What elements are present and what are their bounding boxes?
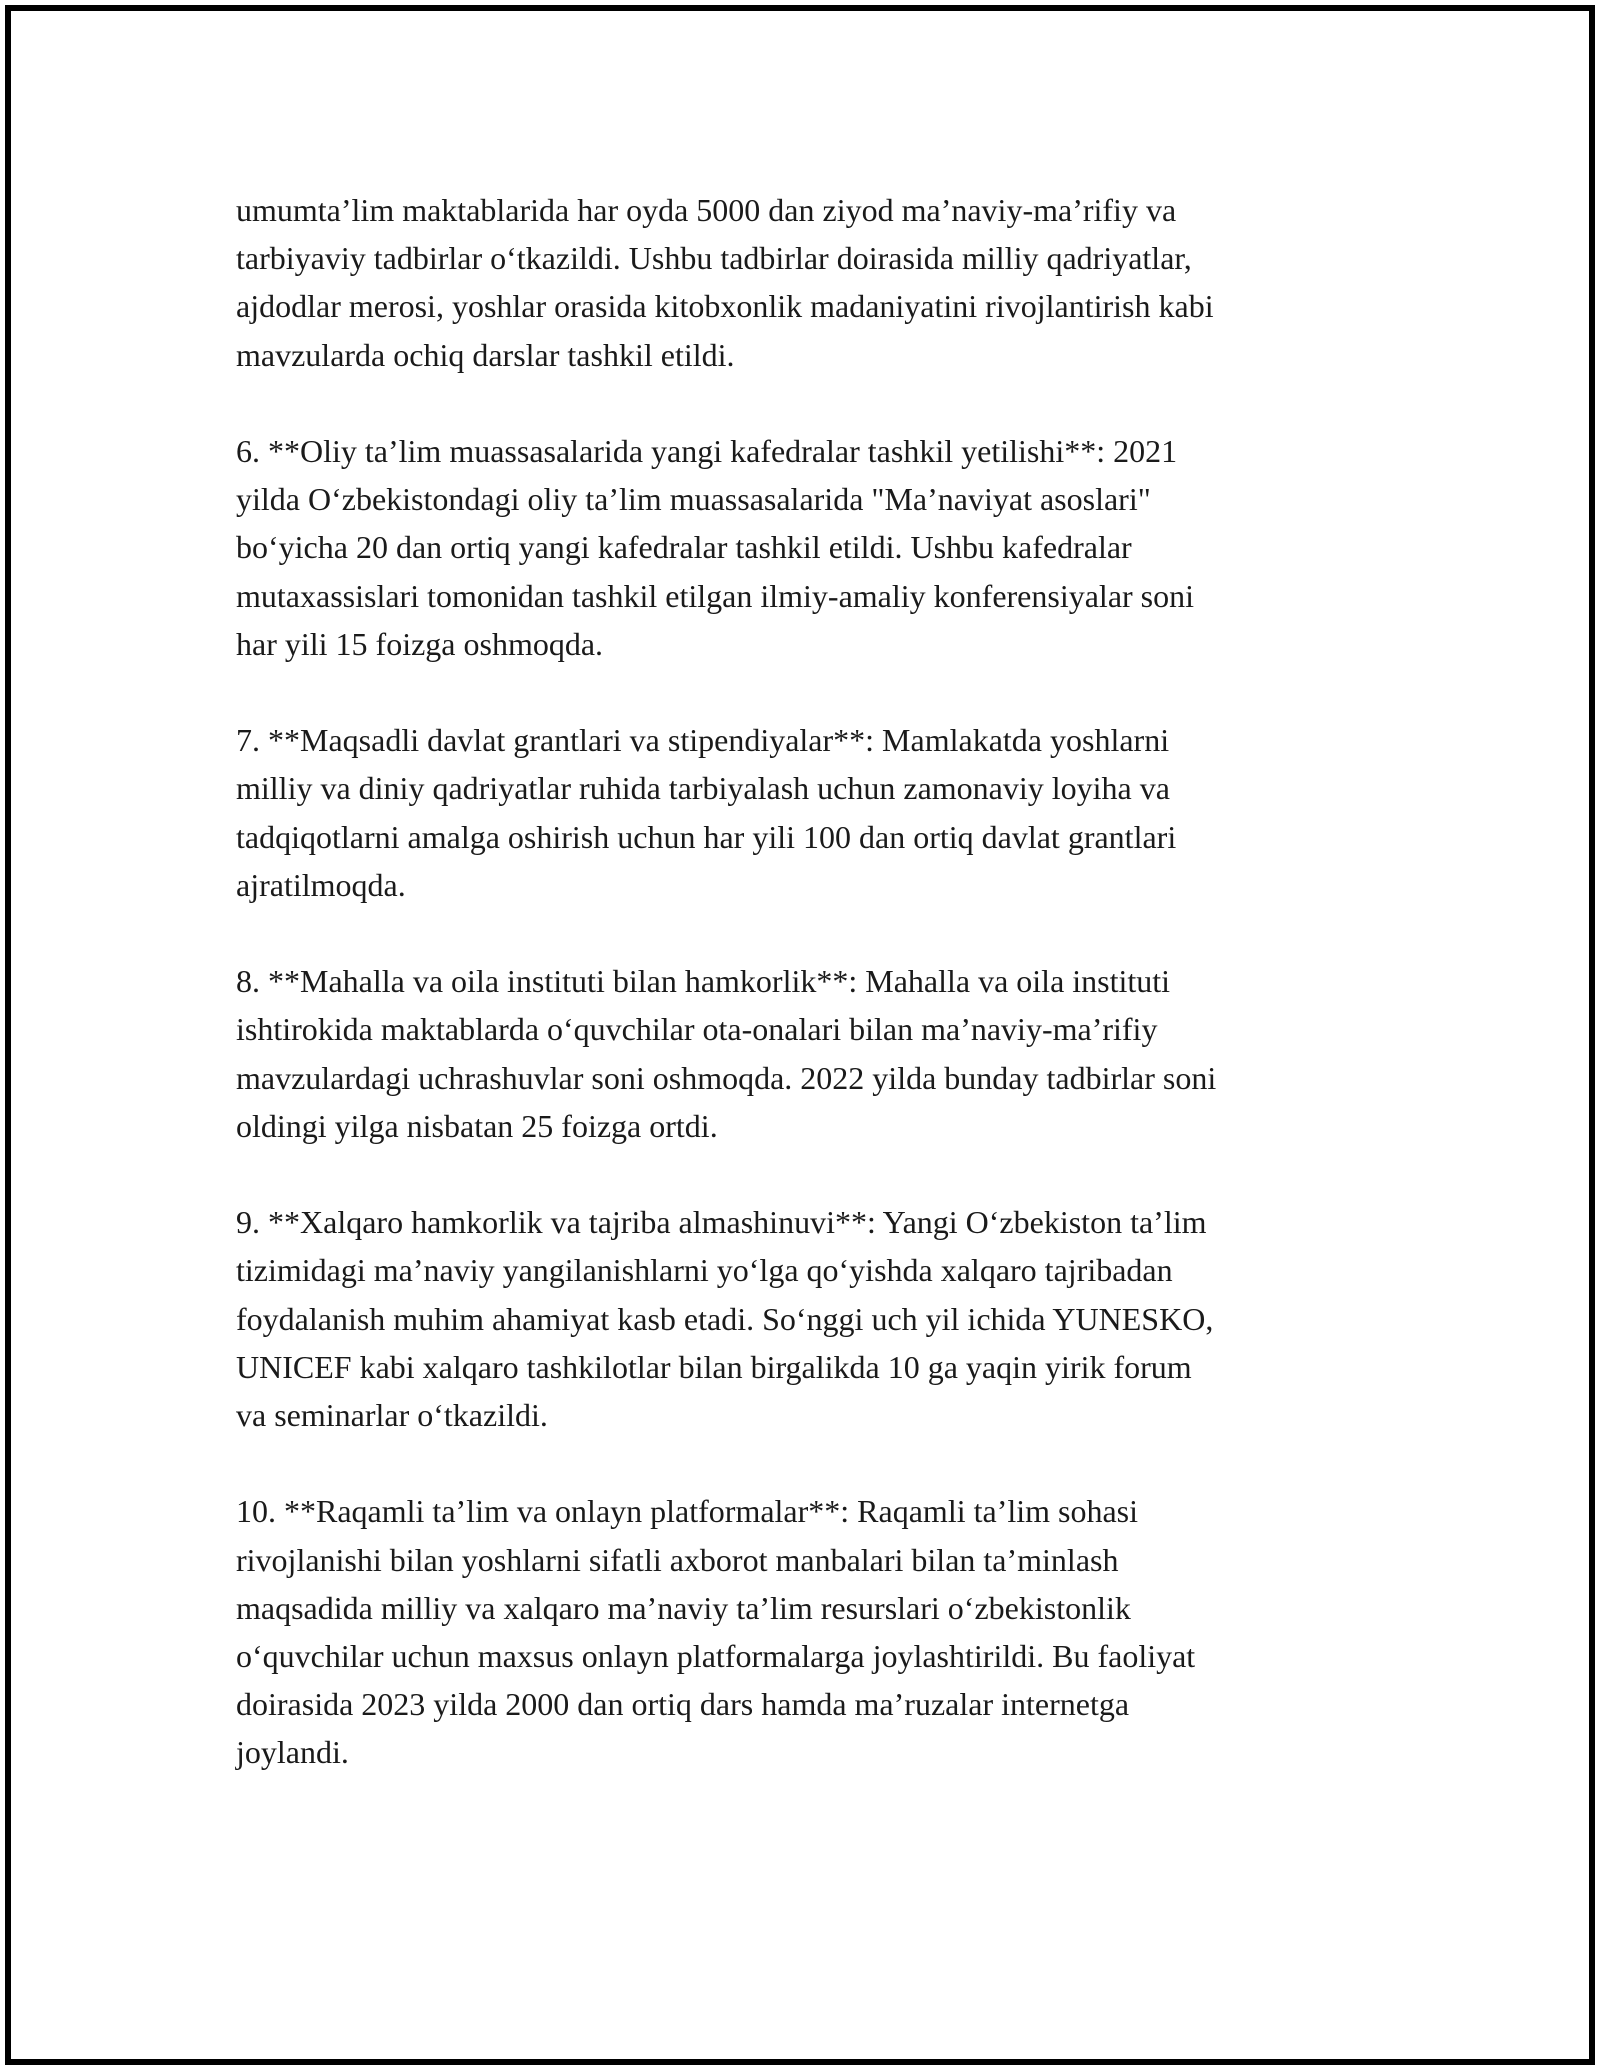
document-body [236,186,1366,1825]
paragraph-item-8: 8. **Mahalla va oila instituti bilan hamkorlik**: Mahalla va oila instituti ishtirokida maktablarda o‘quvchilar ota-onalari bilan ma’naviy-ma’rifiy mavzulardagi uchrashuvlar soni oshmoqda. 2022 yilda bunday tadbirlar soni oldingi yilga nisbatan 25 foizga ortdi. [236,963,1217,1144]
paragraph-item-10: 10. **Raqamli ta’lim va onlayn platformalar**: Raqamli ta’lim sohasi rivojlanishi bilan yoshlarni sifatli axborot manbalari bilan ta’minlash maqsadida milliy va xalqaro ma’naviy ta’lim resurslari o‘zbekistonlik o‘quvchilar uchun maxsus onlayn platformalarga joylashtirildi. Bu faoliyat doirasida 2023 yilda 2000 dan ortiq dars hamda ma’ruzalar internetga joylandi. [236,1493,1196,1771]
paragraph-item-9: 9. **Xalqaro hamkorlik va tajriba almashinuvi**: Yangi O‘zbekiston ta’lim tizimidagi ma’naviy yangilanishlarni yo‘lga qo‘yishda xalqaro tajribadan foydalanish muhim ahamiyat kasb etadi. So‘nggi uch yil ichida YUNESKO, UNICEF kabi xalqaro tashkilotlar bilan birgalikda 10 ga yaqin yirik forum va seminarlar o‘tkazildi. [236,1204,1214,1434]
paragraph-item-7: 7. **Maqsadli davlat grantlari va stipendiyalar**: Mamlakatda yoshlarni milliy va diniy qadriyatlar ruhida tarbiyalash uchun zamonaviy loyiha va tadqiqotlarni amalga oshirish uchun har yili 100 dan ortiq davlat grantlari ajratilmoqda. [236,722,1177,903]
paragraph-intro-continuation: umumta’lim maktablarida har oyda 5000 dan ziyod ma’naviy-ma’rifiy va tarbiyaviy tadbirlar o‘tkazildi. Ushbu tadbirlar doirasida milliy qadriyatlar, ajdodlar merosi, yoshlar orasida kitobxonlik madaniyatini rivojlantirish kabi mavzularda ochiq darslar tashkil etildi. [236,192,1214,373]
paragraph-item-6: 6. **Oliy ta’lim muassasalarida yangi kafedralar tashkil yetilishi**: 2021 yilda O‘zbekistondagi oliy ta’lim muassasalarida "Ma’naviyat asoslari" bo‘yicha 20 dan ortiq yangi kafedralar tashkil etildi. Ushbu kafedralar mutaxassislari tomonidan tashkil etilgan ilmiy-amaliy konferensiyalar soni har yili 15 foizga oshmoqda. [236,433,1195,662]
